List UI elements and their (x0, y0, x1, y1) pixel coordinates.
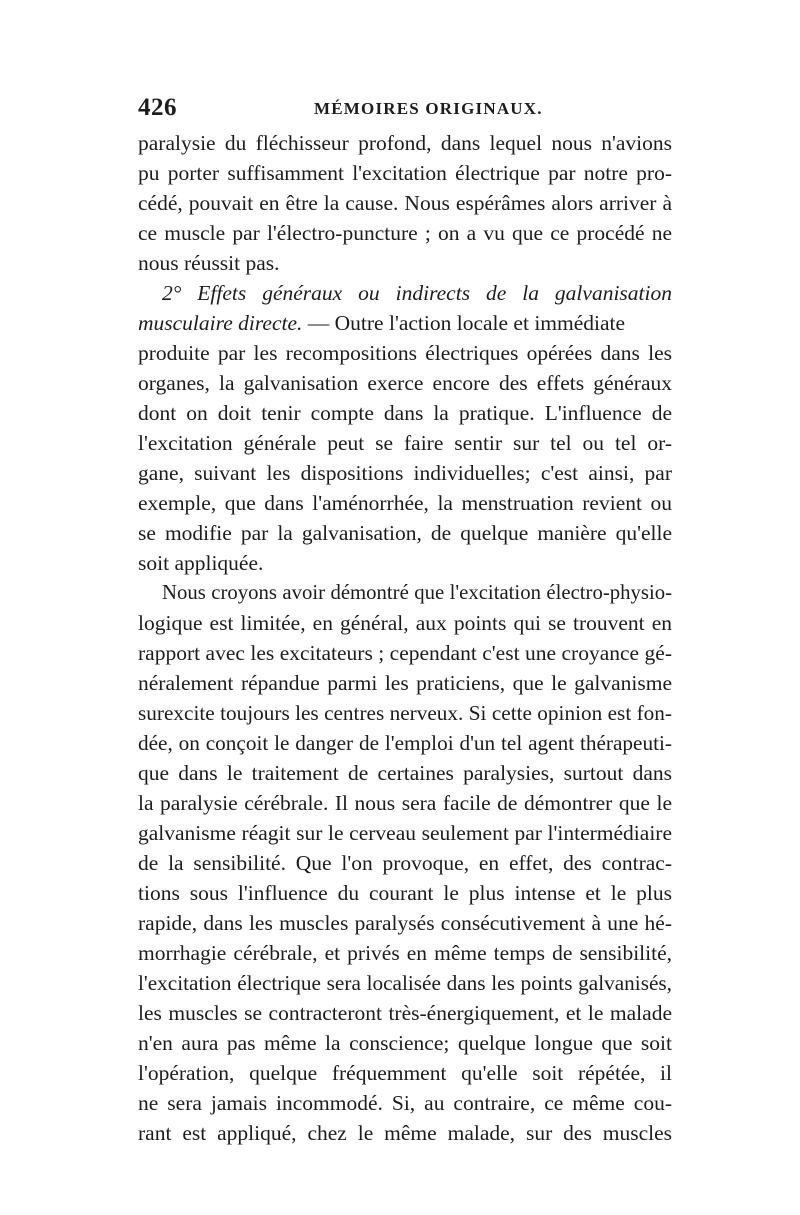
text-line: pu porter suffisamment l'excitation électrique par notre pro- (138, 161, 672, 185)
text-line: néralement répandue parmi les praticiens, que le galvanisme (138, 671, 672, 695)
text-line: rant est appliqué, chez le même malade, sur des muscles (138, 1121, 672, 1145)
section-heading-continued: musculaire directe. (138, 311, 303, 335)
text-line: que dans le traitement de certaines paralysies, surtout dans (138, 761, 672, 785)
text-line: tions sous l'influence du courant le plus intense et le plus (138, 881, 672, 905)
text-line: ce muscle par l'électro-puncture ; on a vu que ce procédé ne (138, 221, 672, 245)
text-line: se modifie par la galvanisation, de quelque manière qu'elle (138, 521, 672, 545)
text-line: l'excitation générale peut se faire sentir sur tel ou tel or- (138, 431, 672, 455)
text-line: galvanisme réagit sur le cerveau seulement par l'intermédiaire (138, 821, 672, 845)
text-line: la paralysie cérébrale. Il nous sera facile de démontrer que le (138, 791, 672, 815)
running-title: MÉMOIRES ORIGINAUX. (314, 99, 543, 118)
text-line-mixed (138, 308, 672, 338)
running-head (138, 94, 672, 124)
text-line: dée, on conçoit le danger de l'emploi d'un tel agent thérapeuti- (138, 731, 672, 755)
section-lead-text: — Outre l'action locale et immédiate (302, 311, 626, 335)
text-line: rapide, dans les muscles paralysés consécutivement à une hé- (138, 911, 672, 935)
text-line: ne sera jamais incommodé. Si, au contraire, ce même cou- (138, 1091, 672, 1115)
paragraph-start: Nous croyons avoir démontré que l'excitation électro-physio- (162, 582, 672, 604)
section-heading: 2° Effets généraux ou indirects de la galvanisation (162, 281, 672, 305)
text-line: exemple, que dans l'aménorrhée, la menstruation revient ou (138, 491, 672, 515)
text-line: rapport avec les excitateurs ; cependant c'est une croyance gé- (138, 641, 672, 665)
text-line: l'excitation électrique sera localisée dans les points galvanisés, (138, 971, 672, 995)
page-number: 426 (138, 94, 177, 121)
text-line: de la sensibilité. Que l'on provoque, en effet, des contrac- (138, 851, 672, 875)
text-line: n'en aura pas même la conscience; quelque longue que soit (138, 1031, 672, 1055)
text-line: dont on doit tenir compte dans la pratique. L'influence de (138, 401, 672, 425)
body-text (138, 128, 672, 1148)
text-line: gane, suivant les dispositions individuelles; c'est ainsi, par (138, 461, 672, 485)
text-line: les muscles se contracteront très-énergiquement, et le malade (138, 1001, 672, 1025)
text-line: paralysie du fléchisseur profond, dans lequel nous n'avions (138, 131, 672, 155)
text-line: morrhagie cérébrale, et privés en même temps de sensibilité, (138, 941, 672, 965)
text-line: logique est limitée, en général, aux points qui se trouvent en (138, 611, 672, 635)
text-line: surexcite toujours les centres nerveux. Si cette opinion est fon- (138, 701, 672, 725)
text-line: produite par les recompositions électriques opérées dans les (138, 341, 672, 365)
text-line: l'opération, quelque fréquemment qu'elle soit répétée, il (138, 1061, 672, 1085)
text-line: cédé, pouvait en être la cause. Nous espérâmes alors arriver à (138, 191, 672, 215)
text-line: soit appliquée. (138, 551, 264, 575)
text-line: organes, la galvanisation exerce encore des effets généraux (138, 371, 672, 395)
text-line: nous réussit pas. (138, 251, 280, 275)
